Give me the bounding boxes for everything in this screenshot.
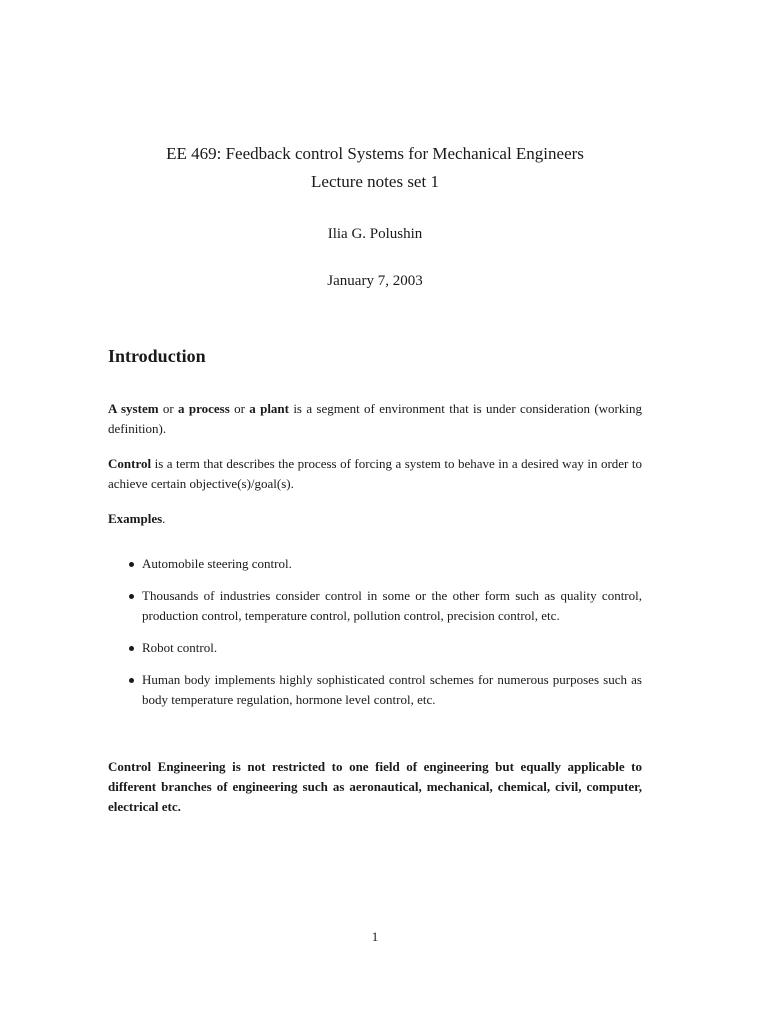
term-control: Control (108, 456, 152, 471)
list-item-text: Human body implements highly sophisticated control schemes for numerous purposes such as body temperature regulation, hormone level control, etc. (142, 672, 642, 707)
examples-label-suffix: . (162, 511, 166, 526)
section-heading: Introduction (108, 346, 206, 366)
bullet-icon (129, 562, 134, 567)
document-title (0, 140, 750, 196)
definition-text-control: is a term that describes the process of forcing a system to behave in a desired way in order to achieve certain objective(s)/goal(s). (108, 456, 642, 491)
bullet-icon (129, 646, 134, 651)
bullet-icon (129, 594, 134, 599)
definition-text-system: is a segment of environment that is under consideration (working definition). (108, 401, 642, 436)
list-item (108, 554, 642, 574)
title-line-2: Lecture notes set 1 (311, 172, 439, 191)
list-item (108, 586, 642, 626)
separator-or-2: or (229, 401, 250, 416)
document-date: January 7, 2003 (327, 273, 423, 289)
author-name: Ilia G. Polushin (327, 226, 423, 242)
term-system: A system (108, 401, 159, 416)
definition-paragraph-control (108, 454, 642, 494)
term-process: a process (178, 401, 230, 416)
definition-paragraph-system (108, 399, 642, 439)
closing-statement: Control Engineering is not restricted to one field of engineering but equally applicable to different branches of engineering such as aeronautical, mechanical, chemical, civil, computer, electrical etc. (108, 759, 642, 814)
examples-list (108, 554, 642, 722)
list-item (108, 638, 642, 658)
list-item-text: Robot control. (142, 640, 218, 655)
bullet-icon (129, 678, 134, 683)
title-line-1: EE 469: Feedback control Systems for Mechanical Engineers (166, 144, 584, 163)
list-item (108, 670, 642, 710)
term-plant: a plant (249, 401, 289, 416)
examples-label-line (108, 509, 642, 529)
separator-or-1: or (158, 401, 179, 416)
page-number: 1 (371, 929, 379, 944)
list-item-text: Thousands of industries consider control in some or the other form such as quality control, production control, temperature control, pollution control, precision control, etc. (142, 588, 642, 623)
examples-label: Examples (108, 511, 163, 526)
list-item-text: Automobile steering control. (142, 556, 292, 571)
